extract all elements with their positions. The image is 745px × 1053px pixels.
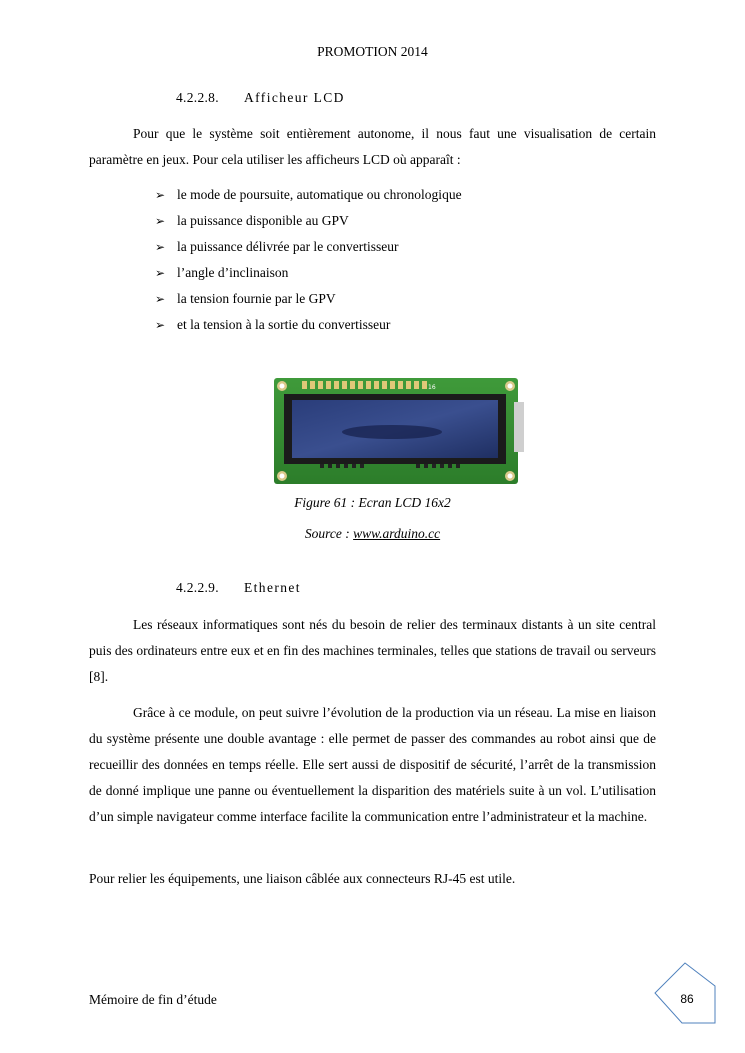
list-item: ➢ la puissance délivrée par le convertisseur xyxy=(155,234,462,260)
list-item: ➢ et la tension à la sortie du convertisseur xyxy=(155,312,462,338)
lcd-intro-paragraph: Pour que le système soit entièrement autonome, il nous faut une visualisation de certain paramètre en jeux. Pour cela utiliser les afficheurs LCD où apparaît : xyxy=(89,126,656,167)
ethernet-paragraph-1: Les réseaux informatiques sont nés du besoin de relier des terminaux distants à un site central puis des ordinateurs entre eux et en fin des machines terminales, telles que stations de travail ou serveurs [8]. xyxy=(89,617,656,684)
section-number: 4.2.2.8. xyxy=(176,90,219,105)
arrow-bullet-icon: ➢ xyxy=(155,292,166,306)
arrow-bullet-icon: ➢ xyxy=(155,240,166,254)
page-footer: Mémoire de fin d’étude xyxy=(89,992,217,1007)
board-label: 16 xyxy=(428,384,436,391)
list-item: ➢ la puissance disponible au GPV xyxy=(155,208,462,234)
section-heading-ethernet xyxy=(176,580,301,596)
arrow-bullet-icon: ➢ xyxy=(155,318,166,332)
section-title: Ethernet xyxy=(244,580,301,595)
arrow-bullet-icon: ➢ xyxy=(155,188,166,202)
source-link[interactable]: www.arduino.cc xyxy=(353,526,441,541)
page-header: PROMOTION 2014 xyxy=(317,44,428,59)
list-item: ➢ l’angle d’inclinaison xyxy=(155,260,462,286)
list-item: ➢ la tension fournie par le GPV xyxy=(155,286,462,312)
ethernet-paragraph-2: Grâce à ce module, on peut suivre l’évolution de la production via un réseau. La mise en liaison du système présente une double avantage : elle permet de passer des commandes au robot ainsi que de recueillir des données en temps réelle. Elle sert aussi de dispositif de sécurité, l’arrêt de la transmission de donné implique une panne ou éventuellement la disparition des matériels suite à un vol. L’utilisation d’un simple navigateur comme interface facilite la communication entre l’administrateur et la machine. xyxy=(89,705,656,824)
lcd-module-image xyxy=(270,376,526,486)
figure-caption: Figure 61 : Ecran LCD 16x2 xyxy=(294,495,451,510)
figure-source: Source : www.arduino.cc xyxy=(304,526,441,541)
arrow-bullet-icon: ➢ xyxy=(155,214,166,228)
arrow-bullet-icon: ➢ xyxy=(155,266,166,280)
section-number: 4.2.2.9. xyxy=(176,580,219,595)
section-heading-lcd xyxy=(176,90,345,106)
page-number: 86 xyxy=(680,992,694,1006)
list-item: ➢ le mode de poursuite, automatique ou chronologique xyxy=(155,182,462,208)
ethernet-paragraph-3: Pour relier les équipements, une liaison câblée aux connecteurs RJ-45 est utile. xyxy=(89,871,516,886)
section-title: Afficheur LCD xyxy=(244,90,345,105)
lcd-parameter-list xyxy=(155,182,462,338)
